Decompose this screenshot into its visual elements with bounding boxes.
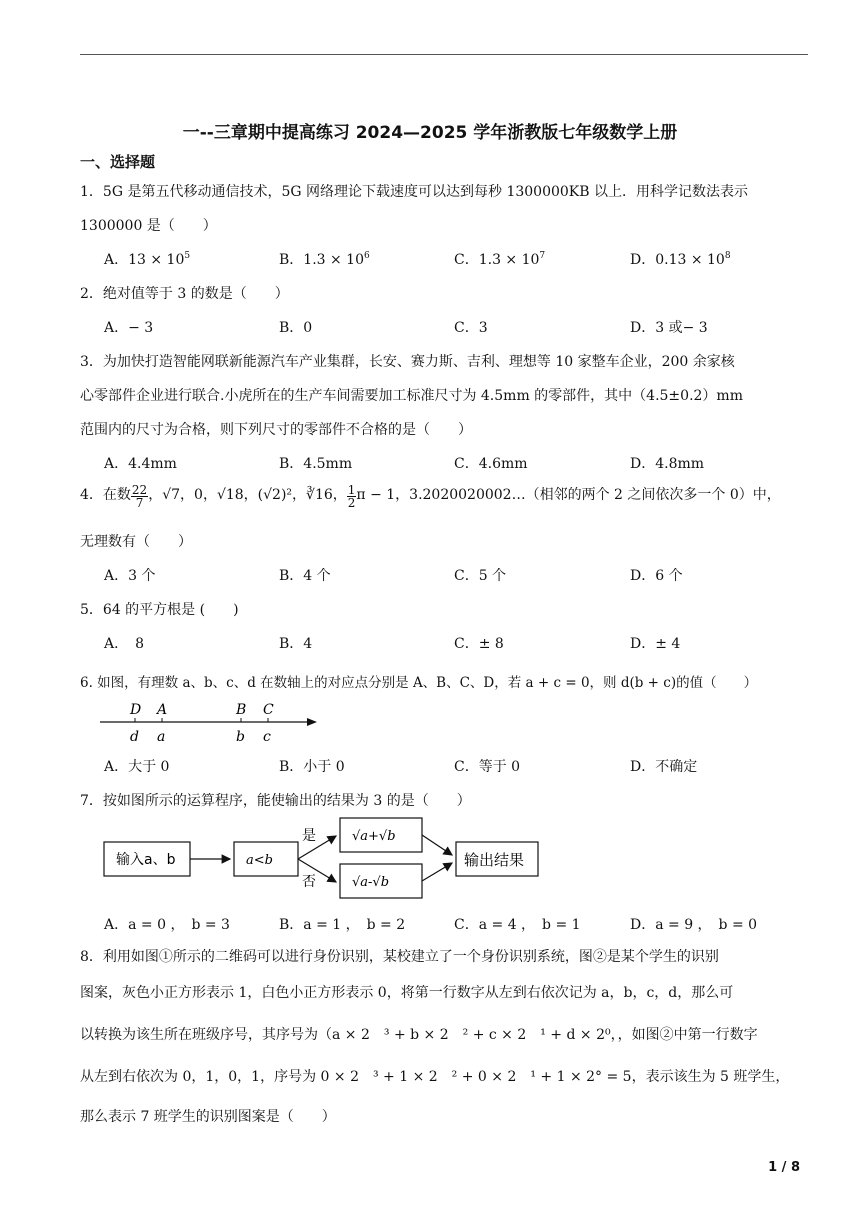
- q5-text: 5．64 的平方根是 ( ): [80, 602, 239, 618]
- difference-box-label: √a-√b: [352, 875, 390, 890]
- q5-option-d: D．± 4: [630, 636, 681, 652]
- q4-option-c: C．5 个: [454, 568, 507, 584]
- label-lower-a: a: [157, 729, 166, 745]
- label-upper-b: B: [236, 702, 247, 718]
- q7-text: 7．按如图所示的运算程序，能使输出的结果为 3 的是（ ）: [80, 793, 471, 809]
- q4-option-a: A．3 个: [104, 568, 156, 584]
- condition-box-label: a<b: [246, 853, 273, 868]
- q1-text-line2: 1300000 是（ ）: [80, 218, 217, 234]
- q1-option-a: A．$13 \times 10^5$: [104, 251, 191, 268]
- q6-option-d: D．不确定: [630, 759, 698, 775]
- yes-label: 是: [302, 828, 316, 844]
- q6-option-c: C．等于 0: [454, 759, 521, 775]
- q5-option-c: C．± 8: [454, 636, 504, 652]
- q7-option-d: D．a = 9 ， b = 0: [630, 917, 758, 933]
- fraction-1-2: $\frac{1}{2}$: [347, 483, 356, 510]
- q7-option-a: A．a = 0 ， b = 3: [104, 917, 230, 933]
- number-line-figure: [95, 698, 325, 746]
- q1-option-c: C．$1.3 \times 10^7$: [454, 251, 546, 268]
- q7-option-c: C．a = 4 ， b = 1: [454, 917, 581, 933]
- fraction-22-7: $\frac{22}{7}$: [131, 483, 148, 510]
- q3-option-a: A．4.4mm: [104, 456, 177, 472]
- number-line-arrowhead: [307, 718, 317, 726]
- q2-option-b: B．0: [279, 320, 313, 336]
- label-upper-d: D: [130, 702, 142, 718]
- output-box-label: 输出结果: [464, 851, 525, 869]
- header-rule: [80, 54, 808, 55]
- q4-text-line1: 4．在数 $\frac{22}{7}$ ，√7，0，√18，(√2)²，∛16， $\frac{1}{2}$ π − 1，3.2020020002…（相邻的两个 2 之间依次多一个 0）中，: [80, 483, 781, 510]
- q3-option-c: C．4.6mm: [454, 456, 528, 472]
- q4-option-d: D．6 个: [630, 568, 683, 584]
- q8-text-line4: 从左到右依次为 0，1，0，1，序号为 0 × 2 ³ + 1 × 2 ² + 0 × 2 ¹ + 1 × 2° = 5，表示该生为 5 班学生，: [80, 1069, 790, 1085]
- q1-option-d: D．$0.13 \times 10^8$: [630, 251, 731, 268]
- q8-text-line5: 那么表示 7 班学生的识别图案是（ ）: [80, 1109, 336, 1125]
- q2-text: 2．绝对值等于 3 的数是（ ）: [80, 286, 289, 302]
- label-upper-a: A: [157, 702, 168, 718]
- q5-option-b: B．4: [279, 636, 313, 652]
- q2-option-a: A．− 3: [104, 320, 154, 336]
- label-lower-b: b: [236, 729, 245, 745]
- arrow-sum-to-output: [422, 835, 452, 855]
- q8-text-line1: 8．利用如图①所示的二维码可以进行身份识别，某校建立了一个身份识别系统，图②是某个学生的识别: [80, 949, 719, 965]
- section-heading: 一、选择题: [80, 153, 156, 171]
- q6-text: 6. 如图，有理数 a、b、c、d 在数轴上的对应点分别是 A、B、C、D，若 a + c = 0，则 d(b + c)的值（ ）: [80, 675, 758, 691]
- q8-text-line2: 图案，灰色小正方形表示 1，白色小正方形表示 0，将第一行数字从左到右依次记为 a，b，c，d，那么可: [80, 985, 734, 1001]
- q6-option-b: B．小于 0: [279, 759, 345, 775]
- label-upper-c: C: [263, 702, 274, 718]
- q3-text-line3: 范围内的尺寸为合格，则下列尺寸的零部件不合格的是（ ）: [80, 422, 472, 438]
- page-number: 1 / 8: [768, 1160, 800, 1175]
- q2-option-d: D．3 或− 3: [630, 320, 708, 336]
- q4-text-line2: 无理数有（ ）: [80, 534, 192, 550]
- label-lower-c: c: [263, 729, 271, 745]
- document-title: 一--三章期中提高练习 2024—2025 学年浙教版七年级数学上册: [182, 123, 678, 143]
- q3-option-d: D．4.8mm: [630, 456, 705, 472]
- q3-text-line2: 心零部件企业进行联合.小虎所在的生产车间需要加工标准尺寸为 4.5mm 的零部件，其中（4.5±0.2）mm: [80, 388, 743, 404]
- no-label: 否: [302, 874, 316, 890]
- input-box-label: 输入a、b: [116, 852, 176, 868]
- q5-option-a: A． 8: [104, 636, 145, 652]
- sum-box-label: √a+√b: [352, 829, 396, 844]
- q8-text-line3: 以转换为该生所在班级序号，其序号为（a × 2 ³ + b × 2 ² + c × 2 ¹ + d × 2⁰，，如图②中第一行数字: [80, 1027, 758, 1043]
- q6-option-a: A．大于 0: [104, 759, 170, 775]
- q3-option-b: B．4.5mm: [279, 456, 353, 472]
- q3-text-line1: 3．为加快打造智能网联新能源汽车产业集群，长安、赛力斯、吉利、理想等 10 家整车企业，200 余家核: [80, 354, 735, 370]
- flowchart-figure: [100, 812, 560, 904]
- q7-option-b: B．a = 1 ， b = 2: [279, 917, 406, 933]
- arrow-diff-to-output: [422, 863, 452, 881]
- q1-option-b: B．$1.3 \times 10^6$: [279, 251, 370, 268]
- q1-text-line1: 1．5G 是第五代移动通信技术，5G 网络理论下载速度可以达到每秒 1300000KB 以上．用科学记数法表示: [80, 184, 748, 200]
- label-lower-d: d: [130, 729, 139, 745]
- q2-option-c: C．3: [454, 320, 488, 336]
- q4-option-b: B．4 个: [279, 568, 331, 584]
